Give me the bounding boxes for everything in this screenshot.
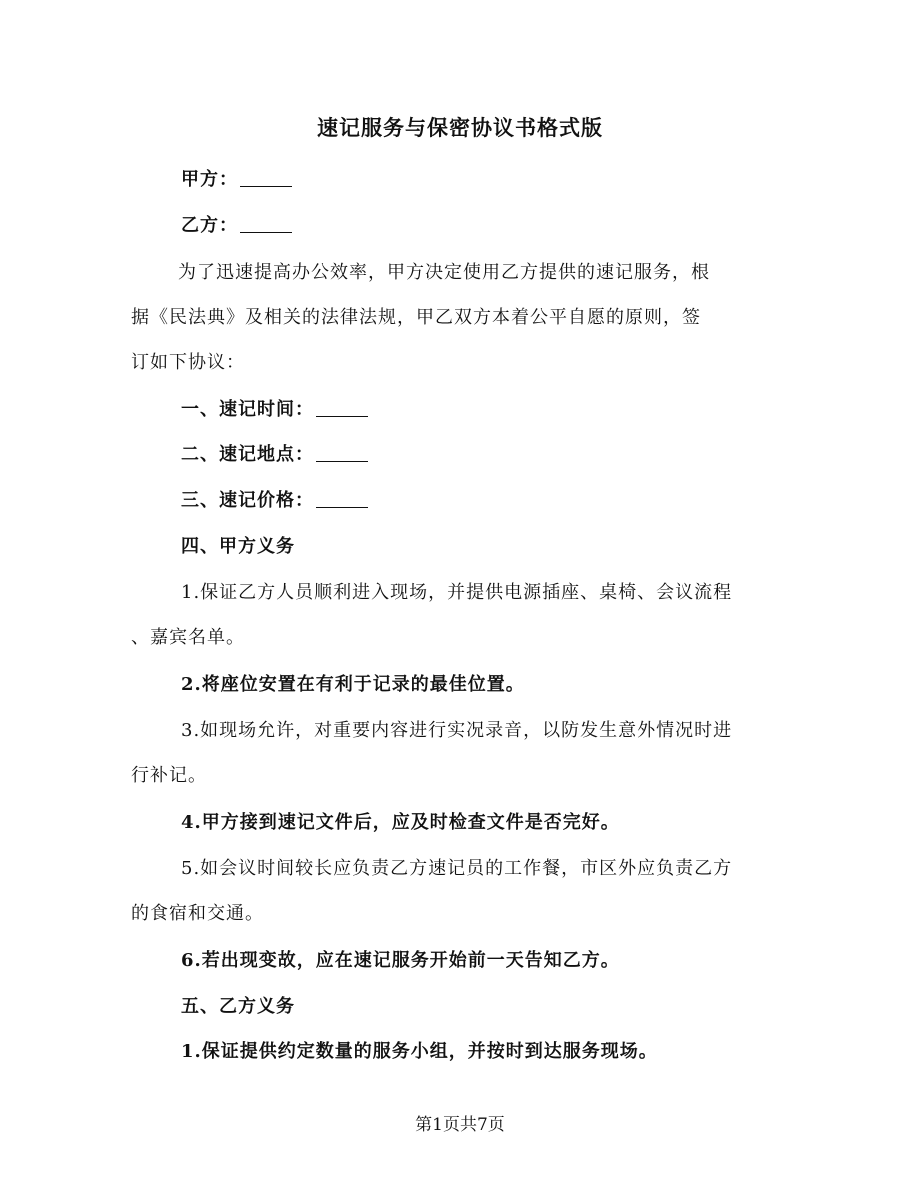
party-a-item-6: 6.若出现变故，应在速记服务开始前一天告知乙方。 xyxy=(181,950,620,971)
page-indicator: 第1页共7页 xyxy=(415,1115,505,1135)
section-3-blank xyxy=(316,487,368,508)
party-a-item-1-line-1: 1.保证乙方人员顺利进入现场，并提供电源插座、桌椅、会议流程 xyxy=(181,582,733,603)
section-3-price xyxy=(181,485,841,517)
intro-line-3: 订如下协议： xyxy=(131,352,245,373)
party-a-item-4: 4.甲方接到速记文件后，应及时检查文件是否完好。 xyxy=(181,812,620,833)
party-a-item-5-line-2: 的食宿和交通。 xyxy=(131,903,264,924)
party-a-blank xyxy=(240,166,292,187)
party-a-item-2: 2.将座位安置在有利于记录的最佳位置。 xyxy=(181,674,525,695)
party-a-item-3-line-2: 行补记。 xyxy=(131,765,207,786)
intro-line-2: 据《民法典》及相关的法律法规，甲乙双方本着公平自愿的原则，签 xyxy=(131,307,701,328)
section-4-heading: 四、甲方义务 xyxy=(181,536,295,557)
party-b-blank xyxy=(240,212,292,233)
party-a-line xyxy=(181,164,841,196)
section-5-heading: 五、乙方义务 xyxy=(181,996,295,1017)
intro-line-1: 为了迅速提高办公效率，甲方决定使用乙方提供的速记服务，根 xyxy=(178,262,710,283)
document-title: 速记服务与保密协议书格式版 xyxy=(317,115,603,140)
party-b-label: 乙方： xyxy=(181,215,238,236)
section-1-time xyxy=(181,394,841,426)
section-1-label: 一、速记时间： xyxy=(181,399,314,420)
party-b-line xyxy=(181,210,841,242)
party-a-item-5-line-1: 5.如会议时间较长应负责乙方速记员的工作餐，市区外应负责乙方 xyxy=(181,858,733,879)
section-1-blank xyxy=(316,396,368,417)
party-a-label: 甲方： xyxy=(181,169,238,190)
party-a-item-3-line-1: 3.如现场允许，对重要内容进行实况录音，以防发生意外情况时进 xyxy=(181,720,733,741)
party-b-item-1: 1.保证提供约定数量的服务小组，并按时到达服务现场。 xyxy=(181,1041,658,1062)
section-3-label: 三、速记价格： xyxy=(181,490,314,511)
party-a-item-1-line-2: 、嘉宾名单。 xyxy=(131,627,245,648)
section-2-blank xyxy=(316,441,368,462)
section-2-place xyxy=(181,439,841,471)
section-2-label: 二、速记地点： xyxy=(181,444,314,465)
